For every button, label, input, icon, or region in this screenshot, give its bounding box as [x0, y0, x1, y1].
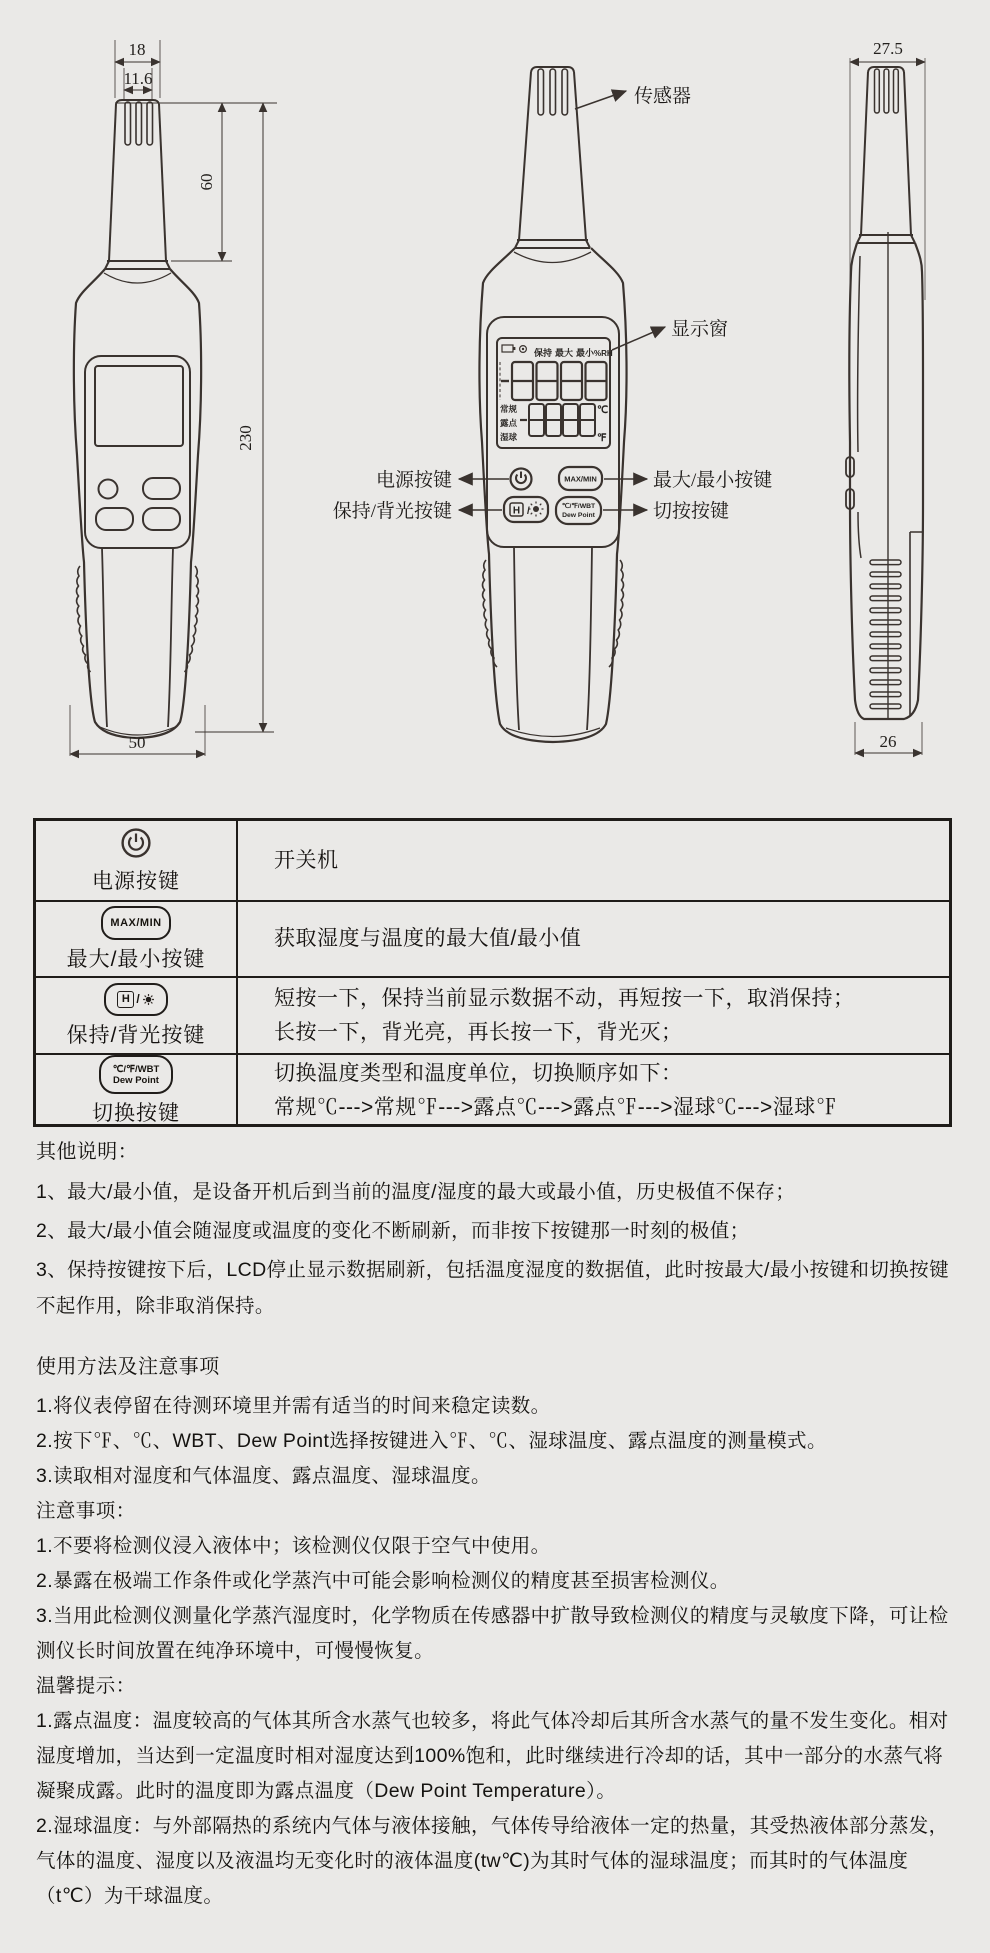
toggle-key-label: 切换按键 [92, 1102, 180, 1125]
usage-title: 使用方法及注意事项 [36, 1356, 220, 1378]
caution-title: 注意事项： [36, 1500, 136, 1522]
dim-50: 50 [128, 733, 146, 752]
display-window-callout: 显示窗 [671, 319, 729, 340]
button-function-table [33, 818, 952, 1127]
svg-text:Dew Point: Dew Point [562, 512, 595, 519]
toggle-desc-line2: 常规℃--->常规℉--->露点℃--->露点℉--->湿球℃--->湿球℉ [274, 1096, 838, 1119]
sensor-callout: 传感器 [634, 86, 692, 107]
hold-key-label: 保持/背光按键 [66, 1023, 206, 1047]
tips-title: 温馨提示： [36, 1675, 136, 1697]
battery-icon [502, 345, 513, 352]
dim-11-6: 11.6 [123, 69, 153, 88]
front-view-labeled-drawing [333, 67, 773, 742]
lcd-min-label: 最小 [576, 348, 595, 358]
note-item-2: 2、最大/最小值会随湿度或温度的变化不断刷新，而非按下按键那一时刻的极值； [36, 1220, 750, 1242]
maxmin-button-drawing [559, 467, 602, 490]
hold-backlight-button-drawing [504, 497, 548, 522]
lcd-normal-label: 常规 [500, 404, 518, 414]
dim-26: 26 [879, 732, 897, 751]
lcd-celsius-unit: ℃ [597, 405, 609, 416]
front-view-drawing [70, 40, 277, 756]
vent-slats [870, 560, 901, 709]
side-view-drawing [846, 39, 925, 755]
power-desc: 开关机 [274, 848, 339, 872]
lcd-fahrenheit-unit: ℉ [597, 433, 607, 444]
table-row-maxmin-desc [236, 900, 949, 976]
power-icon [118, 826, 154, 862]
dim-27-5: 27.5 [873, 39, 903, 58]
tip-item-1: 1.露点温度：温度较高的气体其所含水蒸气也较多，将此气体冷却后其所含水蒸气的量不发生变化。相对湿度增加，当达到一定温度时相对湿度达到100%饱和，此时继续进行冷却的话，其中一部分的水蒸气将凝聚成露。此时的温度即为露点温度（Dew Point Temperature）。 [36, 1710, 949, 1802]
usage-step-3: 3.读取相对湿度和气体温度、露点温度、湿球温度。 [36, 1465, 491, 1487]
maxmin-desc: 获取湿度与温度的最大值/最小值 [274, 927, 582, 950]
power-callout: 电源按键 [375, 470, 452, 491]
lcd-max-label: 最大 [555, 348, 574, 358]
table-row-hold-key [36, 976, 236, 1053]
lcd-main-digits [512, 362, 607, 400]
table-row-toggle-desc [236, 1053, 949, 1127]
lcd-dew-label: 露点 [500, 418, 518, 428]
dim-230: 230 [236, 425, 255, 451]
lcd-display [500, 345, 613, 444]
usage-step-2: 2.按下℉、℃、WBT、Dew Point选择按键进入℉、℃、湿球温度、露点温度的测量模式。 [36, 1430, 827, 1452]
other-notes-title: 其他说明： [36, 1141, 138, 1163]
table-row-hold-desc [236, 976, 949, 1053]
caution-item-2: 2.暴露在极端工作条件或化学蒸汽中可能会影响检测仪的精度甚至损害检测仪。 [36, 1570, 730, 1592]
hold-backlight-button-icon [104, 983, 168, 1016]
toggle-button-line2: Dew Point [113, 1074, 159, 1086]
table-row-power-key [36, 821, 236, 900]
lcd-wet-label: 湿球 [500, 432, 518, 442]
usage-step-1: 1.将仪表停留在待测环境里并需有适当的时间来稳定读数。 [36, 1395, 551, 1417]
toggle-callout: 切按按键 [653, 501, 730, 522]
maxmin-callout: 最大/最小按键 [653, 470, 773, 491]
device-drawings [0, 0, 990, 792]
power-key-label: 电源按键 [92, 870, 180, 893]
note-item-3: 3、保持按键按下后，LCD停止显示数据刷新，包括温度湿度的数据值，此时按最大/最小按键和切换按键不起作用，除非取消保持。 [36, 1259, 949, 1317]
svg-text:H: H [512, 505, 521, 517]
toggle-button-icon [99, 1055, 173, 1094]
svg-text:℃/℉/WBT: ℃/℉/WBT [561, 503, 596, 510]
table-row-toggle-key [36, 1053, 236, 1127]
backlight-bulb-icon [529, 502, 544, 517]
hold-desc-line2: 长按一下，背光亮，再长按一下，背光灭； [274, 1020, 683, 1044]
table-row-maxmin-key [36, 900, 236, 976]
note-item-1: 1、最大/最小值，是设备开机后到当前的温度/湿度的最大或最小值，历史极值不保存； [36, 1181, 796, 1203]
hold-desc-line1: 短按一下，保持当前显示数据不动，再短按一下，取消保持； [274, 986, 855, 1010]
tip-item-2: 2.湿球温度：与外部隔热的系统内气体与液体接触，气体传导给液体一定的热量，其受热液体部分蒸发，气体的温度、湿度以及液温均无变化时的液体温度(tw℃)为其时气体的湿球温度；而其时的气体温度（t℃）为干球温度。 [36, 1815, 949, 1907]
dim-60: 60 [197, 173, 216, 191]
lcd-sub-digits [529, 404, 595, 436]
table-row-power-desc [236, 821, 949, 900]
svg-text:MAX/MIN: MAX/MIN [564, 474, 597, 484]
notes-and-usage-text [36, 1134, 952, 1914]
hold-backlight-callout: 保持/背光按键 [332, 501, 452, 522]
caution-item-3: 3.当用此检测仪测量化学蒸汽湿度时，化学物质在传感器中扩散导致检测仪的精度与灵敏度下降，可让检测仪长时间放置在纯净环境中，可慢慢恢复。 [36, 1605, 949, 1662]
backlight-bulb-icon [142, 993, 155, 1006]
maxmin-key-label: 最大/最小按键 [66, 947, 206, 971]
toggle-button-line1: ℃/℉/WBT [112, 1063, 160, 1075]
slash: / [136, 992, 140, 1006]
toggle-button-drawing [556, 497, 601, 524]
toggle-desc-line1: 切换温度类型和温度单位，切换顺序如下： [274, 1062, 683, 1085]
maxmin-button-icon: MAX/MIN [101, 906, 171, 940]
svg-text:/: / [527, 506, 530, 517]
hold-letter: H [117, 991, 134, 1008]
power-button-drawing [511, 469, 532, 490]
lcd-rh-label: %RH [594, 349, 613, 358]
dim-18: 18 [128, 40, 146, 59]
lcd-hold-label: 保持 [534, 348, 553, 358]
caution-item-1: 1.不要将检测仪浸入液体中；该检测仪仅限于空气中使用。 [36, 1535, 551, 1557]
backlight-icon [520, 346, 527, 353]
